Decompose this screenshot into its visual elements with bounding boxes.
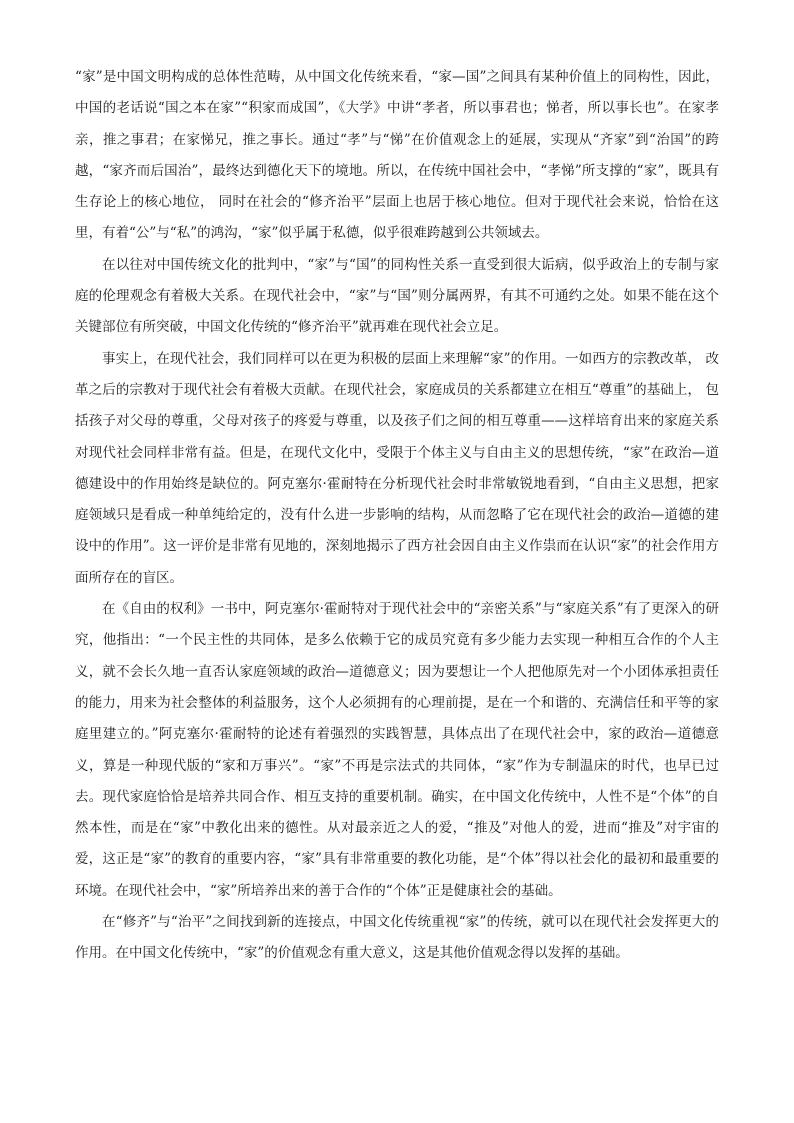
- paragraph-2: 在以往对中国传统文化的批判中，“家”与“国”的同构性关系一直受到很大诟病，似乎政治上的专制与家庭的伦理观念有着极大关系。在现代社会中，“家”与“国”则分属两界，有其不可通约之处。如果不能在这个关键部位有所突破，中国文化传统的“修齐治平”就再难在现代社会立足。: [75, 256, 719, 336]
- paragraph-3: 事实上，在现代社会，我们同样可以在更为积极的层面上来理解“家”的作用。一如西方的宗教改革， 改革之后的宗教对于现代社会有着极大贡献。在现代社会，家庭成员的关系都建立在相互“尊重”的基础上， 包括孩子对父母的尊重，父母对孩子的疼爱与尊重，以及孩子们之间的相互尊重——这样培育出来的家庭关系对现代社会同样非常有益。但是，在现代文化中，受限于个体主义与自由主义的思想传统，“家”在政治—道德建设中的作用始终是缺位的。阿克塞尔·霍耐特在分析现代社会时非常敏锐地看到，“自由主义思想，把家庭领域只是看成一种单纯给定的，没有什么进一步影响的结构，从而忽略了它在现代社会的政治—道德的建设中的作用”。这一评价是非常有见地的，深刻地揭示了西方社会因自由主义作祟而在认识“家”的社会作用方面所存在的盲区。: [75, 350, 719, 586]
- paragraph-1: “家”是中国文明构成的总体性范畴，从中国文化传统来看，“家—国”之间具有某种价值上的同构性，因此，中国的老话说“国之本在家”“积家而成国”，《大学》中讲“孝者，所以事君也；悌者，所以事长也”。在家孝亲，推之事君；在家悌兄，推之事长。通过“孝”与“悌”在价值观念上的延展，实现从“齐家”到“治国”的跨越，“家齐而后国治”，最终达到德化天下的境地。所以，在传统中国社会中，“孝悌”所支撑的“家”，既具有生存论上的核心地位， 同时在社会的“修齐治平”层面上也居于核心地位。但对于现代社会来说，恰恰在这里，有着“公”与“私”的鸿沟，“家”似乎属于私德，似乎很难跨越到公共领域去。: [75, 69, 719, 242]
- document-body: [75, 62, 719, 970]
- paragraph-5: 在“修齐”与“治平”之间找到新的连接点，中国文化传统重视“家”的传统，就可以在现代社会发挥更大的作用。在中国文化传统中，“家”的价值观念有重大意义，这是其他价值观念得以发挥的基础。: [75, 914, 719, 962]
- paragraph-4: 在《自由的权利》一书中，阿克塞尔·霍耐特对于现代社会中的“亲密关系”与“家庭关系”有了更深入的研究，他指出：“一个民主性的共同体，是多么依赖于它的成员究竟有多少能力去实现一种相互合作的个人主义，就不会长久地一直否认家庭领域的政治—道德意义；因为要想让一个人把他原先对一个小团体承担责任的能力，用来为社会整体的利益服务，这个人必须拥有的心理前提，是在一个和谐的、充满信任和平等的家庭里建立的。”阿克塞尔·霍耐特的论述有着强烈的实践智慧，具体点出了在现代社会中，家的政治—道德意义，算是一种现代版的“家和万事兴”。“家”不再是宗法式的共同体，“家”作为专制温床的时代，也早已过去。现代家庭恰恰是培养共同合作、相互支持的重要机制。确实，在中国文化传统中，人性不是“个体”的自然本性，而是在“家”中教化出来的德性。从对最亲近之人的爱，“推及”对他人的爱，进而“推及”对宇宙的爱，这正是“家”的教育的重要内容，“家”具有非常重要的教化功能，是“个体”得以社会化的最初和最重要的环境。在现代社会中，“家”所培养出来的善于合作的“个体”正是健康社会的基础。: [75, 601, 719, 899]
